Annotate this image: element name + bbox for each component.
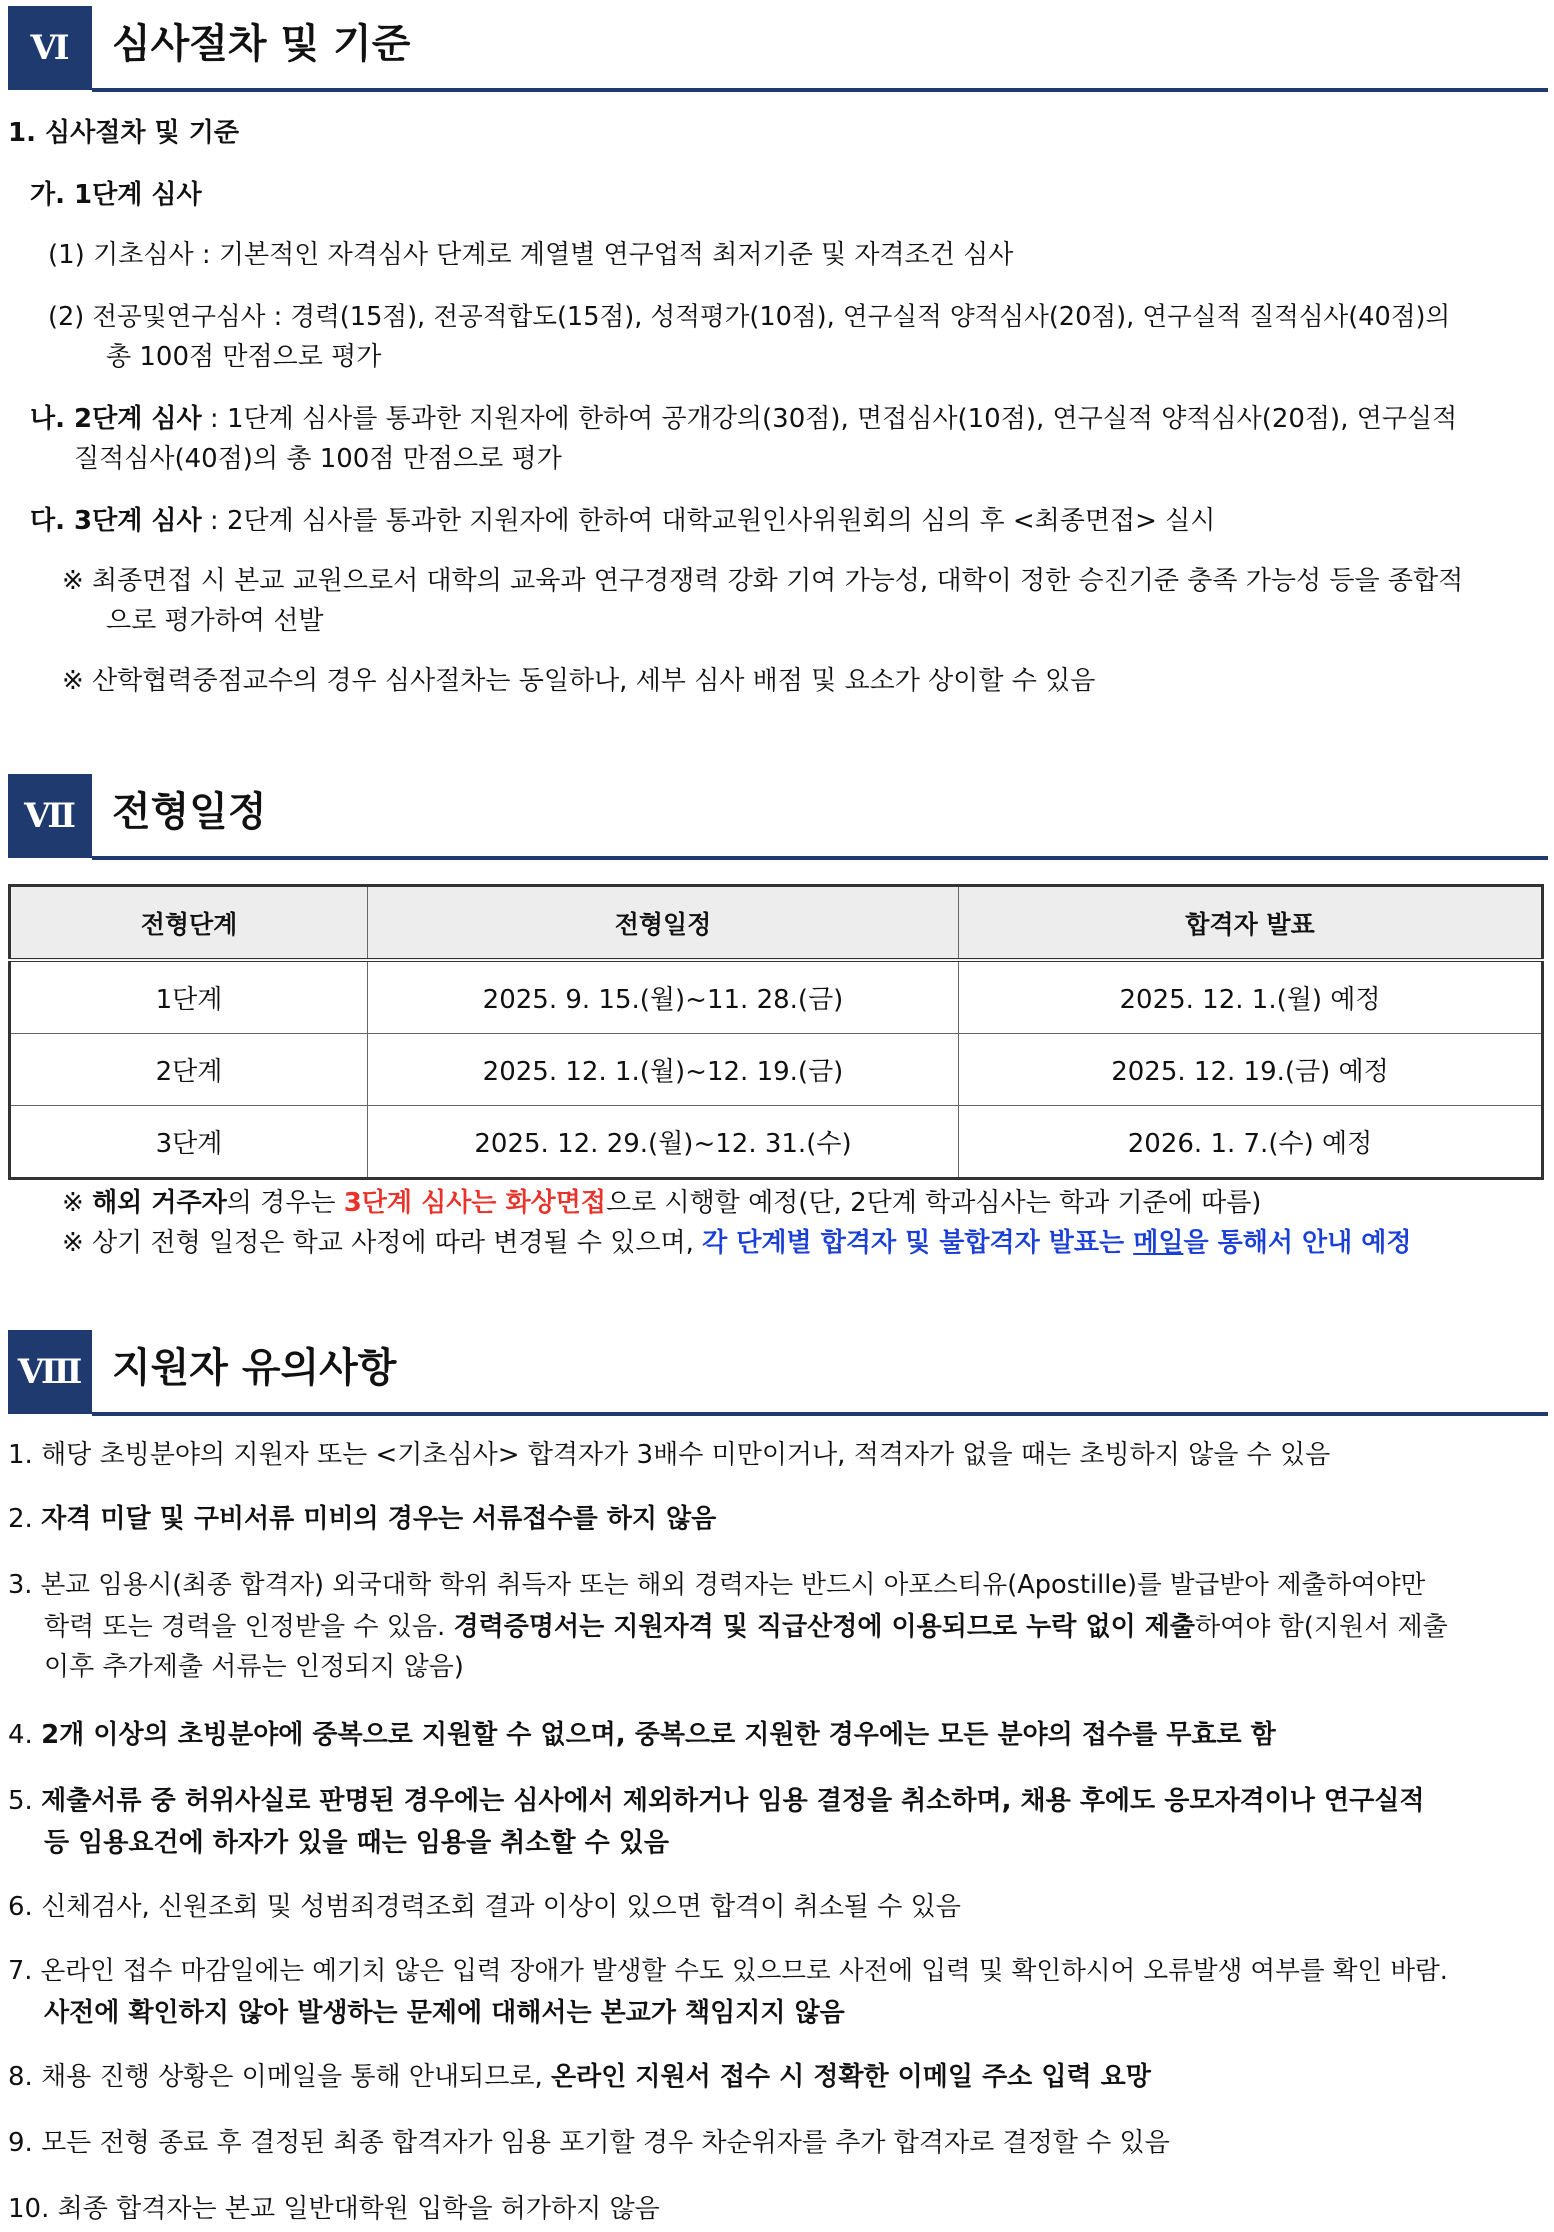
notice-item-5-text: 제출서류 중 허위사실로 판명된 경우에는 심사에서 제외하거나 임용 결정을 취소하며, 채용 후에도 응모자격이나 연구실적 (41, 1786, 1425, 1816)
section-8-rule (92, 1412, 1548, 1416)
section-6-header (8, 6, 1548, 92)
section-8-badge: Ⅷ (8, 1330, 92, 1414)
cell-schedule: 2025. 12. 1.(월)~12. 19.(금) (368, 1034, 959, 1106)
notice-item-8-bold: 온라인 지원서 접수 시 정확한 이메일 주소 입력 요망 (551, 2062, 1151, 2092)
table-row (10, 960, 1543, 1034)
stage-3-text (30, 500, 1554, 542)
cell-announcement: 2026. 1. 7.(수) 예정 (959, 1106, 1543, 1179)
cell-schedule: 2025. 12. 29.(월)~12. 31.(수) (368, 1106, 959, 1179)
col-header-schedule: 전형일정 (368, 886, 959, 961)
schedule-note-2 (62, 1222, 1554, 1264)
section-6-note-2: ※ 산학협력중점교수의 경우 심사절차는 동일하나, 세부 심사 배점 및 요소가 상이할 수 있음 (62, 666, 1096, 696)
notice-item-6: 6. 신체검사, 신원조회 및 성범죄경력조회 결과 이상이 있으면 합격이 취소될 수 있음 (8, 1892, 961, 1922)
note-1-end: 으로 시행할 예정(단, 2단계 학과심사는 학과 기준에 따름) (605, 1188, 1262, 1218)
stage-1-item-2: (2) 전공및연구심사 : 경력(15점), 전공적합도(15점), 성적평가(10점), 연구실적 양적심사(20점), 연구실적 질적심사(40점)의 (48, 302, 1451, 332)
notice-item-7-cont: 사전에 확인하지 않아 발생하는 문제에 대해서는 본교가 책임지지 않음 (44, 1998, 845, 2028)
stage-2-desc: : 1단계 심사를 통과한 지원자에 한하여 공개강의(30점), 면접심사(10점), 연구실적 양적심사(20점), 연구실적 (201, 404, 1458, 434)
section-6-title: 심사절차 및 기준 (112, 21, 411, 67)
notice-item-4-number: 4. (8, 1720, 42, 1750)
note-1-mid: 의 경우는 (226, 1188, 344, 1218)
stage-1-item-2-cont: 총 100점 만점으로 평가 (106, 342, 382, 372)
notice-item-5-cont: 등 임용요건에 하자가 있을 때는 임용을 취소할 수 있음 (44, 1828, 669, 1858)
notice-item-3-bold: 경력증명서는 지원자격 및 직급산정에 이용되므로 누락 없이 제출 (453, 1612, 1195, 1642)
section-8-title: 지원자 유의사항 (112, 1345, 397, 1391)
table-row (10, 1106, 1543, 1179)
cell-stage: 3단계 (10, 1106, 368, 1179)
section-6-badge: Ⅵ (8, 6, 92, 90)
note-1-overseas: 해외 거주자 (92, 1188, 227, 1218)
section-7-header (8, 774, 1548, 860)
notice-item-5-number: 5. (8, 1786, 42, 1816)
notice-item-3-cont-2: 이후 추가제출 서류는 인정되지 않음) (44, 1652, 464, 1682)
table-header-row (10, 886, 1543, 961)
note-2-blue-1: 각 단계별 합격자 및 불합격자 발표는 (702, 1228, 1134, 1258)
notice-item-10: 10. 최종 합격자는 본교 일반대학원 입학을 허가하지 않음 (8, 2194, 660, 2224)
sub-heading-1: 1. 심사절차 및 기준 (8, 118, 239, 148)
notice-item-4 (8, 1714, 1554, 1756)
notice-item-2 (8, 1498, 1554, 1540)
notice-item-8 (8, 2056, 1554, 2098)
section-7-badge: Ⅶ (8, 774, 92, 858)
schedule-note-1 (62, 1182, 1554, 1224)
cell-announcement: 2025. 12. 19.(금) 예정 (959, 1034, 1543, 1106)
table-row (10, 1034, 1543, 1106)
note-1-video-interview: 3단계 심사는 화상면접 (343, 1188, 606, 1218)
stage-1-heading: 가. 1단계 심사 (30, 180, 202, 210)
section-6-note-1-cont: 으로 평가하여 선발 (106, 606, 324, 636)
note-2-mail: 메일 (1133, 1228, 1184, 1258)
notice-item-7: 7. 온라인 접수 마감일에는 예기치 않은 입력 장애가 발생할 수도 있으므로 사전에 입력 및 확인하시어 오류발생 여부를 확인 바람. (8, 1956, 1448, 1986)
col-header-stage: 전형단계 (10, 886, 368, 961)
stage-1-item-1: (1) 기초심사 : 기본적인 자격심사 단계로 계열별 연구업적 최저기준 및 자격조건 심사 (48, 240, 1014, 270)
notice-item-5 (8, 1780, 1554, 1822)
notice-item-2-number: 2. (8, 1504, 42, 1534)
notice-item-3-pre: 학력 또는 경력을 인정받을 수 있음. (44, 1612, 454, 1642)
note-1-mark: ※ (62, 1188, 93, 1218)
stage-2-label: 나. 2단계 심사 (30, 404, 202, 434)
note-2-pre: ※ 상기 전형 일정은 학교 사정에 따라 변경될 수 있으며, (62, 1228, 703, 1258)
stage-2-text (30, 398, 1554, 440)
notice-item-3-cont (44, 1606, 1554, 1648)
notice-item-9: 9. 모든 전형 종료 후 결정된 최종 합격자가 임용 포기할 경우 차순위자를 추가 합격자로 결정할 수 있음 (8, 2128, 1170, 2158)
section-7-title: 전형일정 (112, 789, 267, 835)
notice-item-8-pre: 8. 채용 진행 상황은 이메일을 통해 안내되므로, (8, 2062, 552, 2092)
section-6-rule (92, 88, 1548, 92)
cell-stage: 2단계 (10, 1034, 368, 1106)
note-2-blue-2: 을 통해서 안내 예정 (1183, 1228, 1412, 1258)
notice-item-1: 1. 해당 초빙분야의 지원자 또는 <기초심사> 합격자가 3배수 미만이거나, 적격자가 없을 때는 초빙하지 않을 수 있음 (8, 1440, 1331, 1470)
notice-item-3: 3. 본교 임용시(최종 합격자) 외국대학 학위 취득자 또는 해외 경력자는 반드시 아포스티유(Apostille)를 발급받아 제출하여야만 (8, 1570, 1426, 1600)
cell-stage: 1단계 (10, 960, 368, 1034)
section-7-rule (92, 856, 1548, 860)
schedule-table (8, 884, 1544, 1180)
section-6-note-1: ※ 최종면접 시 본교 교원으로서 대학의 교육과 연구경쟁력 강화 기여 가능성, 대학이 정한 승진기준 충족 가능성 등을 종합적 (62, 566, 1464, 596)
stage-3-label: 다. 3단계 심사 (30, 506, 202, 536)
notice-item-3-end: 하여야 함(지원서 제출 (1194, 1612, 1448, 1642)
col-header-announcement: 합격자 발표 (959, 886, 1543, 961)
stage-2-text-cont: 질적심사(40점)의 총 100점 만점으로 평가 (74, 444, 562, 474)
section-8-header (8, 1330, 1548, 1416)
notice-item-2-text: 자격 미달 및 구비서류 미비의 경우는 서류접수를 하지 않음 (41, 1504, 717, 1534)
notice-item-4-text: 2개 이상의 초빙분야에 중복으로 지원할 수 없으며, 중복으로 지원한 경우에는 모든 분야의 접수를 무효로 함 (41, 1720, 1276, 1750)
cell-schedule: 2025. 9. 15.(월)~11. 28.(금) (368, 960, 959, 1034)
cell-announcement: 2025. 12. 1.(월) 예정 (959, 960, 1543, 1034)
stage-3-desc: : 2단계 심사를 통과한 지원자에 한하여 대학교원인사위원회의 심의 후 <최종면접> 실시 (201, 506, 1216, 536)
